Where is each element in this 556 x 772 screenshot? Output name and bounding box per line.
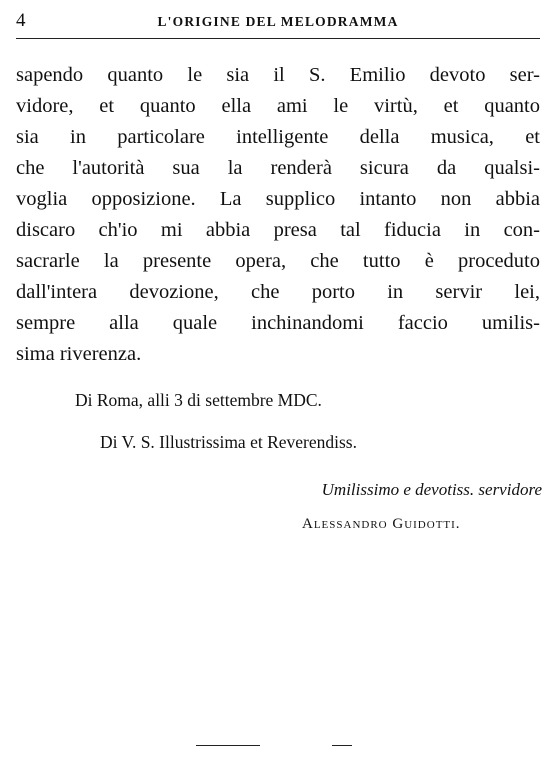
running-title: L'ORIGINE DEL MELODRAMMA bbox=[157, 14, 399, 29]
text-line: discaro ch'io mi abbia presa tal fiducia in con- bbox=[16, 219, 540, 241]
text-line: vidore, et quanto ella ami le virtù, et quanto bbox=[16, 95, 540, 117]
header-rule bbox=[16, 38, 540, 39]
signature: Alessandro Guidotti. bbox=[302, 516, 461, 532]
text-line: voglia opposizione. La supplico intanto non abbia bbox=[16, 188, 540, 210]
footer-rule bbox=[332, 745, 352, 746]
text-line: dall'intera devozione, che porto in servir lei, bbox=[16, 281, 540, 303]
text-line: sapendo quanto le sia il S. Emilio devoto ser- bbox=[16, 64, 540, 86]
text-line: che l'autorità sua la renderà sicura da qualsi- bbox=[16, 157, 540, 179]
page-header bbox=[16, 6, 540, 36]
text-line: sia in particolare intelligente della musica, et bbox=[16, 126, 540, 148]
dateline: Di Roma, alli 3 di settembre MDC. bbox=[75, 390, 322, 410]
text-line: sima riverenza. bbox=[16, 343, 142, 365]
page-number: 4 bbox=[16, 10, 26, 31]
address-line: Di V. S. Illustrissima et Reverendiss. bbox=[100, 432, 357, 452]
footer-rule bbox=[196, 745, 260, 746]
text-line: sacrarle la presente opera, che tutto è proceduto bbox=[16, 250, 540, 272]
closing-salutation: Umilissimo e devotiss. servidore bbox=[321, 480, 542, 499]
text-line: sempre alla quale inchinandomi faccio umilis- bbox=[16, 312, 540, 334]
body-paragraph bbox=[16, 60, 540, 370]
